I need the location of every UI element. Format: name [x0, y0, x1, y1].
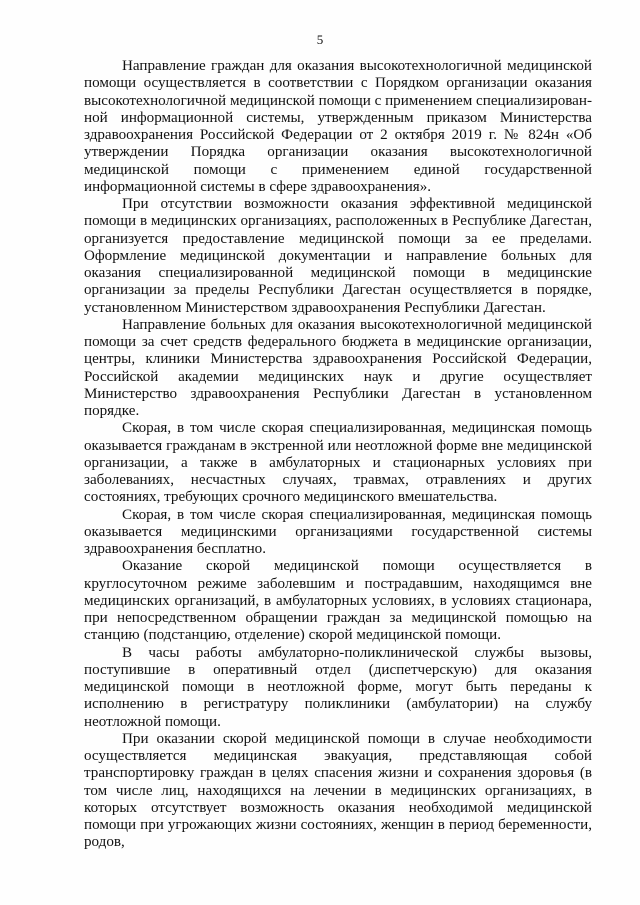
- paragraph-medical-evacuation: При оказании скорой медицинской помощи в случае необходимости осуществляется медицинская эвакуация, представляющая собой транспортировку граждан в целях спасения жизни и сохранения здоровья (в том числе лиц, находящихся на лечении в медицинских организациях, в которых отсутствует возможность оказания необходимой медицинской помощи при угрожающих жизни состояниях, женщин в период беременности, родов,: [84, 730, 592, 851]
- paragraph-hightech-referral: Направление граждан для оказания высокотехнологичной медицинской помощи осуществляется в соответствии с Порядком организации оказания высокотехнологичной медицинской помощи с применением специализированной информационной системы, утвержденным приказом Министерства здравоохранения Российской Федерации от 2 октября 2019 г. № 824н «Об утверждении Порядка организации оказания высокотехнологичной медицинской помощи с применением единой государственной информационной системы в сфере здравоохранения».: [84, 58, 592, 195]
- paragraph-emergency-free: Скорая, в том числе скорая специализированная, медицинская помощь оказывается медицинскими организациями государственной системы здравоохранения бесплатно.: [84, 506, 592, 557]
- document-body: [84, 58, 592, 852]
- page-number: 5: [316, 32, 324, 47]
- paragraph-federal-budget: Направление больных для оказания высокотехнологичной медицинской помощи за счет средств федерального бюджета в медицинские организации, центры, клиники Министерства здравоохранения Российской Федерации, Российской академии медицинских наук и другие осуществляет Министерство здравоохранения Республики Дагестан в установленном порядке.: [84, 316, 592, 419]
- paragraph-urgent-calls: В часы работы амбулаторно-поликлинической службы вызовы, поступившие в оперативный отдел (диспетчерскую) для оказания медицинской помощи в неотложной форме, могут быть переданы к исполнению в регистратуру поликлиники (амбулатории) на службу неотложной помощи.: [84, 644, 592, 730]
- paragraph-round-the-clock: Оказание скорой медицинской помощи осуществляется в круглосуточном режиме заболевшим и пострадавшим, находящимся вне медицинских организаций, в амбулаторных условиях, в условиях стационара, при непосредственном обращении граждан за медицинской помощью на станцию (подстанцию, отделение) скорой медицинской помощи.: [84, 558, 592, 644]
- paragraph-outside-republic: При отсутствии возможности оказания эффективной медицинской помощи в медицинских организациях, расположенных в Республике Дагестан, организуется предоставление медицинской помощи за ее пределами. Оформление медицинской документации и направление больных для оказания специализированной медицинской помощи в медицинские организации за пределы Республики Дагестан осуществляется в порядке, установленном Министерством здравоохранения Республики Дагестан.: [84, 196, 592, 316]
- paragraph-emergency-care: Скорая, в том числе скорая специализированная, медицинская помощь оказывается гражданам в экстренной или неотложной форме вне медицинской организации, а также в амбулаторных и стационарных условиях при заболеваниях, несчастных случаях, травмах, отравлениях и других состояниях, требующих срочного медицинского вмешательства.: [84, 420, 592, 506]
